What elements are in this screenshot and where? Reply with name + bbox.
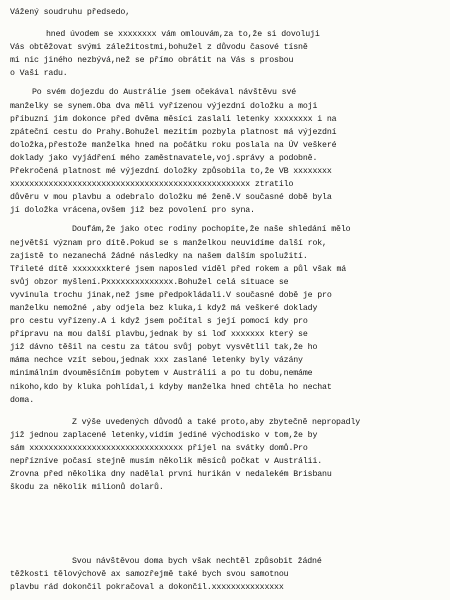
- text-line: xxxxxxxxxxxxxxxxxxxxxxxxxxxxxxxxxxxxxxxxxxxxxxxxxx ztratilo: [10, 180, 294, 190]
- text-line: škodu za několik milionů dolarů.: [10, 483, 164, 493]
- text-line: nikoho,kdo by kluka pohlídal,i kdyby manželka hned chtěla ho nechat: [10, 382, 332, 392]
- text-line: máma nechce vzít sebou,jednak xxx zaslané letenky byly vázány: [10, 356, 303, 366]
- text-line: již dávno těšil na cestu za tátou svůj pobyt vysvětlil tak,že ho: [10, 343, 318, 353]
- text-line: minimálním dvouměsíčním pobytem v Austrálii a po tu dobu,nemáme: [10, 369, 313, 379]
- text-line: doma.: [10, 395, 35, 405]
- text-line: manželku nemožné ,aby odjela bez kluka,i když má veškeré doklady: [10, 303, 318, 313]
- text-line: jí doložka vrácena,ovšem již bez povolení pro syna.: [10, 206, 255, 216]
- text-line: doložka,přestože manželka hned na počátku roku poslala na ÚV veškeré: [10, 140, 337, 150]
- text-line: již jednou zaplacené letenky,vidím jediné východisko v tom,že by: [10, 430, 318, 440]
- paragraph-2: [10, 86, 442, 217]
- paragraph-1: [10, 28, 442, 80]
- text-line: Doufám,že jako otec rodiny pochopíte,že naše shledání mělo: [72, 225, 351, 235]
- text-line: Svou návštěvou doma bych však nechtěl způsobit žádné: [72, 556, 322, 566]
- text-line: Překročená platnost mé výjezdní doložky způsobila to,že VB xxxxxxxx: [10, 167, 332, 177]
- paragraph-5: [10, 555, 442, 594]
- text-line: Z výše uvedených důvodů a také proto,aby zbytečně nepropadly: [72, 417, 361, 427]
- text-line: důvěru v mou plavbu a odebralo doložku mé ženě.V současné době byla: [10, 193, 332, 203]
- text-line: Po svém dojezdu do Austrálie jsem očekával návštěvu své: [32, 88, 297, 98]
- paragraph-3: [10, 223, 442, 406]
- paragraph-4: [10, 416, 442, 495]
- text-line: zajistě to nezanechá žádné následky na našem dalším spolužití.: [10, 251, 308, 261]
- text-line: mi nic jiného nezbývá,než se přímo obrátit na Vás s prosbou: [10, 56, 294, 66]
- text-line: svůj obzor myšlení.Pxxxxxxxxxxxxxx.Bohužel celá situace se: [10, 277, 289, 287]
- text-line: zpáteční cestu do Prahy.Bohužel mezitím pozbyla platnost má výjezdní: [10, 127, 337, 137]
- text-line: manželky se synem.Oba dva měli vyřízenou výjezdní doložku a moji: [10, 101, 318, 111]
- text-line: příbuzní jim dokonce před dvěma měsíci zaslali letenky xxxxxxxx i na: [10, 114, 337, 124]
- text-line: Vás obtěžovat svými záležitostmi,bohužel z důvodu časové tísně: [10, 43, 308, 53]
- text-line: Třileté dítě xxxxxxxkteré jsem naposled viděl před rokem a půl však má: [10, 264, 347, 274]
- text-line: sám xxxxxxxxxxxxxxxxxxxxxxxxxxxxxxxx přijel na svátky domů.Pro: [10, 443, 308, 453]
- text-line: hned úvodem se xxxxxxxx vám omlouvám,za to,že si dovoluji: [46, 30, 320, 40]
- text-line: přípravu na mou další plavbu,jednak by si loď xxxxxxx který se: [10, 330, 308, 340]
- text-line: o Vaši radu.: [10, 69, 68, 79]
- salutation: Vážený soudruhu předsedo,: [10, 8, 131, 17]
- text-line: Zrovna před několika dny nadělal první hurikán v nedalekém Brisbanu: [10, 470, 332, 480]
- text-line: plavbu rád dokončil pokračoval a dokončil.xxxxxxxxxxxxxxx: [10, 582, 284, 592]
- text-line: nepřízníve počasí stejně musím několik měsíců počkat v Austrálii.: [10, 457, 323, 466]
- text-line: doklady jako vyjádření mého zaměstnavatele,voj.správy a podobně.: [10, 153, 318, 163]
- text-line: těžkosti tělovýchově ax samozřejmě také bych svou samotnou: [10, 569, 289, 579]
- text-line: vyvinula trochu jinak,než jsme předpokládali.V současné době je pro: [10, 290, 332, 300]
- text-line: pro cestu vyřízeny.A i když jsem počítal s její pomocí kdy pro: [10, 317, 308, 327]
- text-line: největší význam pro dítě.Pokud se s manželkou neuvidíme další rok,: [10, 238, 327, 248]
